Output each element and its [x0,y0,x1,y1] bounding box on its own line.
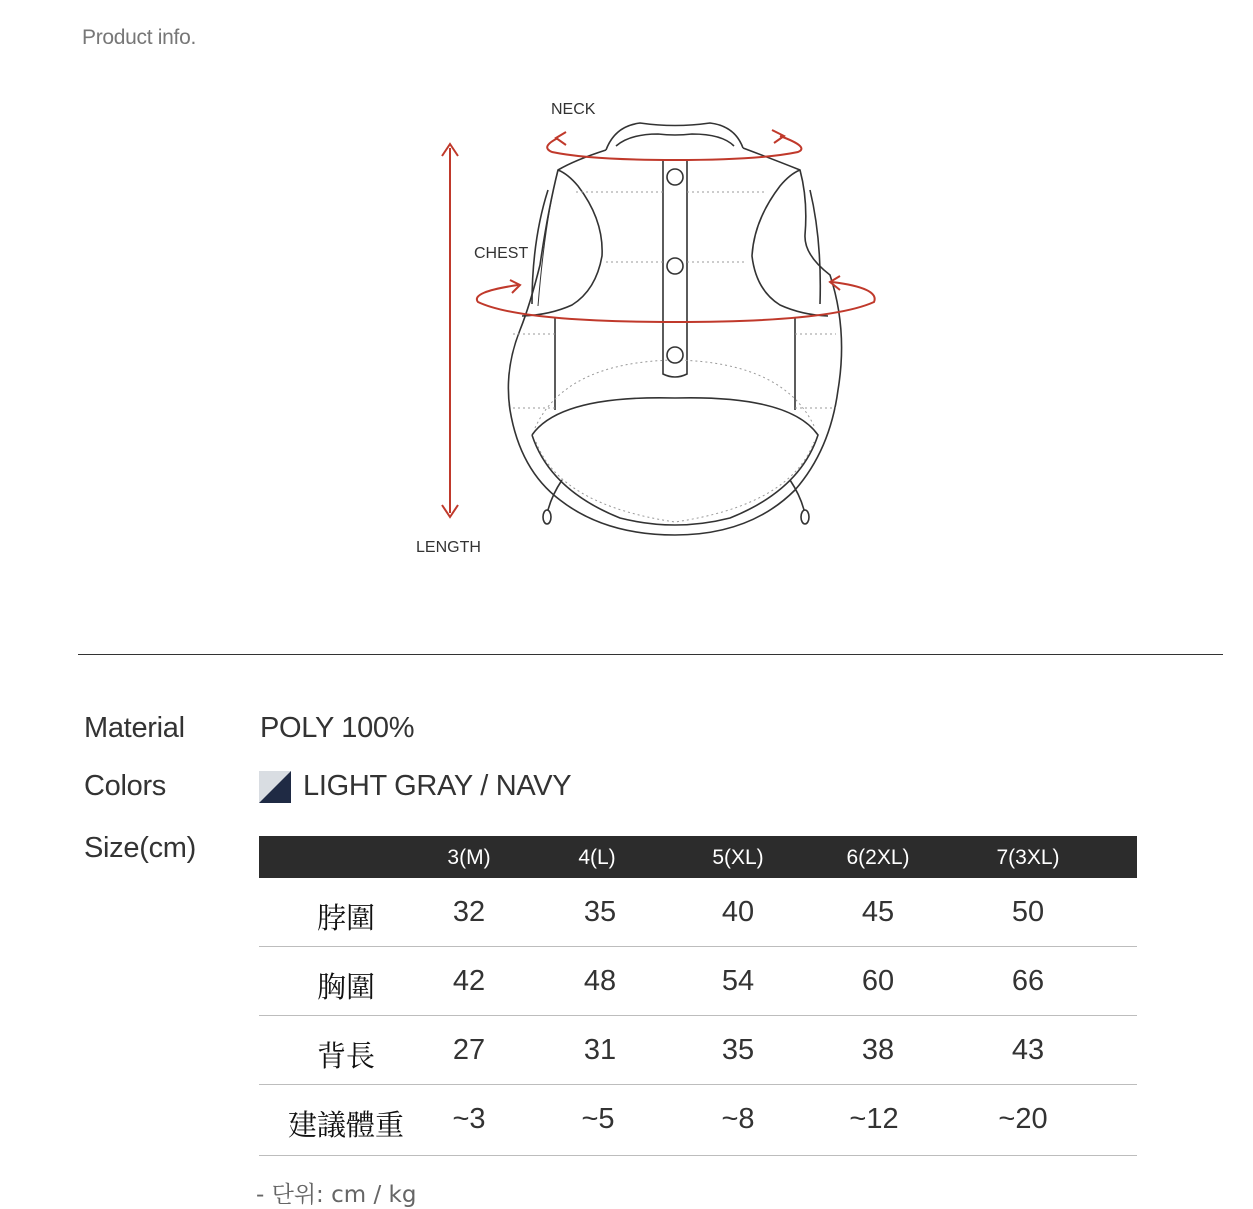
table-row-chest [259,947,1137,1016]
table-cell: ~5 [581,1103,615,1135]
neck-label: NECK [551,101,596,118]
table-cell: 35 [583,896,617,928]
column-header-3m: 3(M) [447,846,491,869]
row-label: 脖圍 [316,901,376,935]
table-row-weight [259,1085,1137,1156]
button-icon [667,347,683,363]
section-title: Product info. [82,26,196,49]
button-icon [667,258,683,274]
unit-footnote: - 단위: cm / kg [256,1182,417,1208]
column-header-5xl: 5(XL) [712,846,764,869]
table-header [259,836,1137,878]
table-cell: 31 [583,1034,617,1066]
table-cell: 35 [721,1034,755,1066]
table-cell: ~3 [452,1103,486,1135]
table-cell: 54 [721,965,755,997]
chest-measure-arrow-icon [477,276,875,322]
row-label: 背長 [316,1039,376,1073]
table-cell: 43 [1011,1034,1045,1066]
table-row-neck [259,878,1137,947]
table-cell: 40 [721,896,755,928]
colors-label: Colors [84,770,166,802]
column-header-6-2xl: 6(2XL) [846,846,910,869]
size-table [259,836,1137,1156]
column-header-7-3xl: 7(3XL) [996,846,1060,869]
table-cell: ~12 [849,1103,899,1135]
table-cell: 42 [452,965,486,997]
table-cell: 48 [583,965,617,997]
table-row-length [259,1016,1137,1085]
table-cell: 27 [452,1034,486,1066]
table-cell: 50 [1011,896,1045,928]
table-cell: ~8 [721,1103,755,1135]
length-label: LENGTH [416,539,481,556]
table-cell: 66 [1011,965,1045,997]
material-value: POLY 100% [260,712,415,744]
colors-value: LIGHT GRAY / NAVY [303,770,572,802]
section-divider [78,654,1223,655]
table-cell: 60 [861,965,895,997]
button-icon [667,169,683,185]
table-cell: 38 [861,1034,895,1066]
table-cell: 45 [861,896,895,928]
color-swatch-icon [259,771,291,803]
material-label: Material [84,712,185,744]
measurement-diagram [400,90,900,570]
column-header-4l: 4(L) [578,846,616,869]
chest-label: CHEST [474,245,529,262]
row-label: 胸圍 [316,970,376,1004]
size-label: Size(cm) [84,832,196,864]
table-cell: 32 [452,896,486,928]
row-label: 建議體重 [287,1108,405,1142]
table-cell: ~20 [998,1103,1048,1135]
length-arrow-icon [442,144,458,517]
